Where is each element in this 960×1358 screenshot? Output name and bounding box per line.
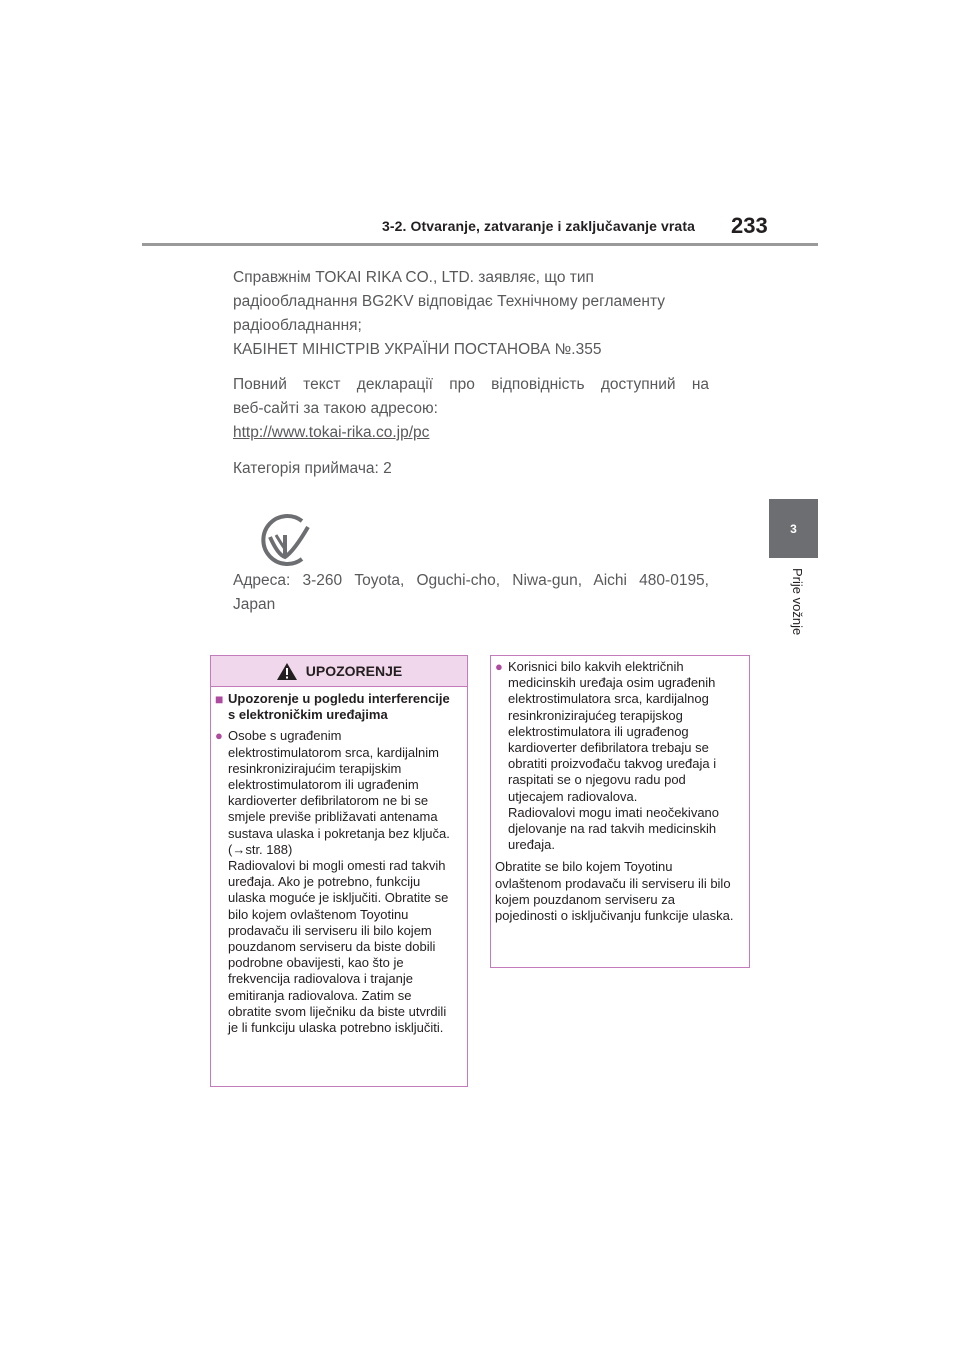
declaration-url-link[interactable]: http://www.tokai-rika.co.jp/pc xyxy=(233,424,430,441)
warning-subheading xyxy=(215,691,455,723)
declaration-line: Справжнім TOKAI RIKA CO., LTD. заявляє, що тип xyxy=(233,269,594,286)
warning-heading: UPOZORENJE xyxy=(305,663,403,679)
warning-bullet xyxy=(495,659,737,853)
warning-closing-text: Obratite se bilo kojem Toyotinu ovlaštenom prodavaču ili serviseru ili bilo kojem pouzdanom serviseru za pojedinosti o isključivanju funkcije ulaska. xyxy=(495,859,734,924)
declaration-line: КАБІНЕТ МІНІСТРІВ УКРАЇНИ ПОСТАНОВА №.355 xyxy=(233,341,602,358)
round-bullet-icon: ● xyxy=(215,728,223,744)
warning-bullet-continuation: Radiovalovi bi mogli omesti rad takvih uređaja. Ako je potrebno, funkciju ulaska moguće je isključiti. Obratite se bilo kojem ovlaštenom Toyotinu prodavaču ili serviseru ili bilo kojem pouzdanom serviseru da biste dobili podrobne obavijesti, kao što je frekvencija radiovalova i trajanje emitiranja radiovalova. Zatim se obratite svom liječniku da biste utvrdili je li funkciju ulaska potrebno isključiti. xyxy=(228,858,449,1036)
warning-bullet xyxy=(215,728,455,1036)
square-bullet-icon: ■ xyxy=(215,691,224,707)
declaration-line: радіообладнання BG2KV відповідає Технічному регламенту xyxy=(233,293,666,310)
warning-triangle-icon xyxy=(276,662,298,681)
warning-header xyxy=(211,656,467,687)
chapter-title: Prije vožnje xyxy=(790,568,805,636)
round-bullet-icon: ● xyxy=(495,659,503,674)
warning-bullet-text: Osobe s ugrađenim elektrostimulatorom srca, kardijalnim resinkronizirajućim terapijskim elektrostimulatorom ili ugrađenim kardioverter defibrilatorom ne bi se smjele previše približavati antenama sustava ulaska i pokretanja bez ključa. (→str. 188) xyxy=(228,728,450,857)
warning-box xyxy=(210,655,468,1087)
declaration-line: веб-сайті за такою адресою: xyxy=(233,400,438,417)
ukrainian-conformity-mark-icon xyxy=(258,513,312,567)
declaration-line: Повний текст декларації про відповідність доступний на xyxy=(233,376,709,393)
chapter-number: 3 xyxy=(790,521,797,536)
receiver-category: Категорія приймача: 2 xyxy=(233,460,392,477)
declaration-line: радіообладнання; xyxy=(233,317,362,334)
chapter-tab[interactable] xyxy=(769,499,818,558)
warning-bullet-continuation: Radiovalovi mogu imati neočekivano djelovanje na rad takvih medicinskih uređaja. xyxy=(508,804,720,853)
warning-bullet-text: Korisnici bilo kakvih električnih medicinskih uređaja osim ugrađenih elektrostimulatora srca, kardijalnog resinkronizirajućeg terapijskog elektrostimulatora ili ugrađenog kardioverter defibrilatora trebaju se obratiti proizvođaču takvog uređaja i raspitati se o njegovu radu pod utjecajem radiovalova. xyxy=(508,659,717,804)
header-divider xyxy=(142,243,818,246)
section-title: 3-2. Otvaranje, zatvaranje i zaključavanje vrata xyxy=(382,218,695,234)
warning-subheading-text: Upozorenje u pogledu interferencije s elektroničkim uređajima xyxy=(228,691,450,723)
address-line: Адреса: 3-260 Toyota, Oguchi-cho, Niwa-gun, Aichi 480-0195, xyxy=(233,572,709,589)
warning-box-continued xyxy=(490,655,750,968)
address-line: Japan xyxy=(233,596,276,613)
page-number: 233 xyxy=(731,213,768,238)
